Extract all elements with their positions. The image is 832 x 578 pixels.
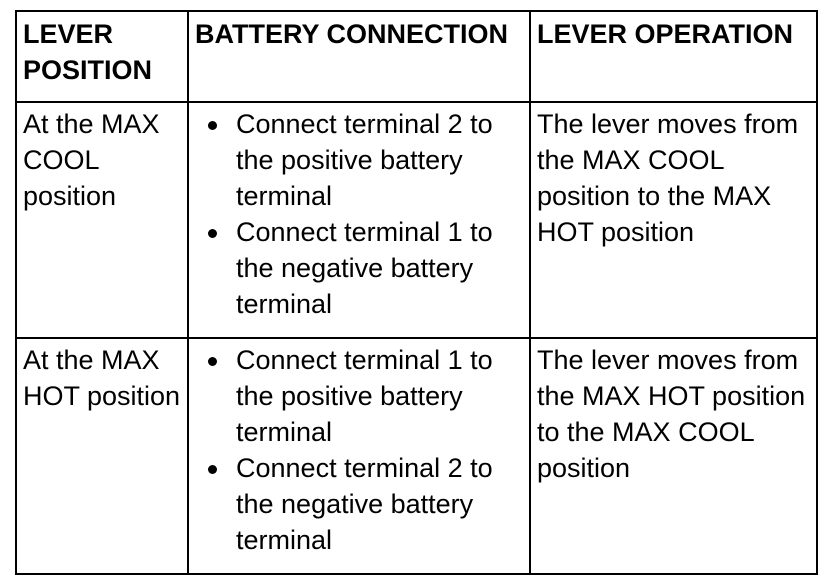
cell-lever-position bbox=[16, 338, 188, 574]
battery-connection-step: Connect terminal 2 to the negative battery terminal bbox=[236, 453, 493, 555]
header-lever-position-label: LEVER POSITION bbox=[23, 19, 153, 85]
header-battery-connection-label: BATTERY CONNECTION bbox=[195, 19, 509, 49]
lever-battery-table bbox=[15, 10, 818, 575]
cell-lever-operation bbox=[530, 338, 817, 574]
table-row bbox=[16, 102, 817, 338]
battery-connection-step: Connect terminal 2 to the positive battery terminal bbox=[236, 109, 493, 211]
lever-position-text: At the MAX HOT position bbox=[23, 345, 181, 411]
bullet-icon bbox=[208, 121, 217, 130]
list-item bbox=[195, 106, 523, 214]
bullet-icon bbox=[208, 357, 217, 366]
table-row bbox=[16, 338, 817, 574]
battery-connection-step: Connect terminal 1 to the negative battery terminal bbox=[236, 217, 493, 319]
list-item bbox=[195, 342, 523, 450]
bullet-icon bbox=[208, 465, 217, 474]
bullet-icon bbox=[208, 229, 217, 238]
cell-lever-position bbox=[16, 102, 188, 338]
list-item bbox=[195, 214, 523, 322]
cell-lever-operation bbox=[530, 102, 817, 338]
lever-operation-text: The lever moves from the MAX COOL position to the MAX HOT position bbox=[537, 109, 799, 247]
table-header-row bbox=[16, 11, 817, 102]
header-lever-position bbox=[16, 11, 188, 102]
battery-connection-list bbox=[195, 342, 523, 558]
header-battery-connection bbox=[188, 11, 530, 102]
cell-battery-connection bbox=[188, 338, 530, 574]
header-lever-operation bbox=[530, 11, 817, 102]
list-item bbox=[195, 450, 523, 558]
cell-battery-connection bbox=[188, 102, 530, 338]
header-lever-operation-label: LEVER OPERATION bbox=[537, 19, 794, 49]
battery-connection-list bbox=[195, 106, 523, 322]
battery-connection-step: Connect terminal 1 to the positive battery terminal bbox=[236, 345, 493, 447]
lever-position-text: At the MAX COOL position bbox=[23, 109, 160, 211]
lever-operation-text: The lever moves from the MAX HOT position to the MAX COOL position bbox=[537, 345, 806, 483]
